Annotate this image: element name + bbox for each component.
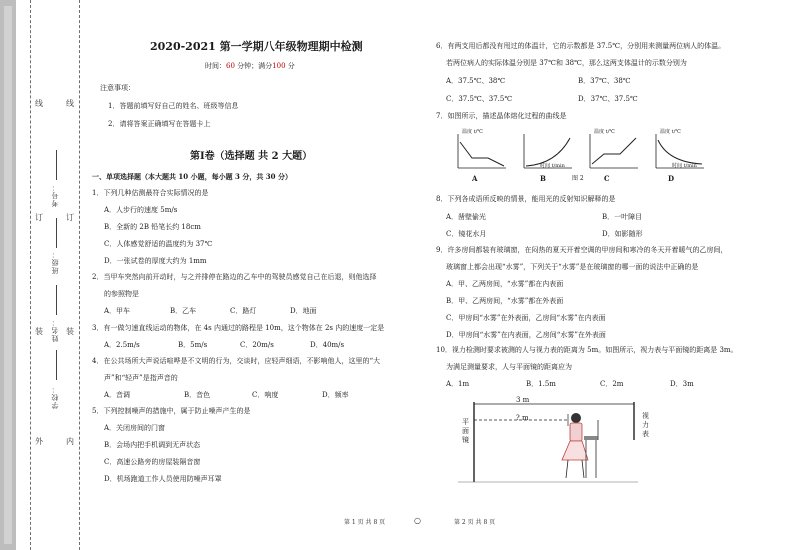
q2-stem-line2: 的参照物是 xyxy=(104,290,139,298)
q3-option-a: A．2.5m/s xyxy=(104,341,140,349)
q2-stem-line1: 2．当甲车突然向前开动时，与之并排停在路边的乙车中的驾驶员感觉自己在后退，则他选择 xyxy=(92,273,377,281)
q2-option-d: D．地面 xyxy=(290,307,317,315)
q8-option-b: B．一叶障目 xyxy=(602,213,643,221)
graph-b-xlabel: 时间 t/min xyxy=(540,163,565,169)
q3-option-c: C．20m/s xyxy=(240,341,274,349)
graph-a xyxy=(454,130,508,172)
side-char-1: 线 xyxy=(35,99,43,108)
mirror-label: 平面镜 xyxy=(462,418,469,444)
q2-option-b: B．乙车 xyxy=(170,307,197,315)
side-char-3: 装 xyxy=(35,327,43,336)
side-char-8: 内 xyxy=(66,437,74,446)
exam-title: 2020-2021 第一学期八年级物理期中检测 xyxy=(150,40,363,53)
side-char-5: 线 xyxy=(66,99,74,108)
school-label: 学校： xyxy=(51,385,59,409)
side-char-2: 订 xyxy=(35,213,43,222)
q9-stem-line2: 玻璃窗上都会出现“水雾”，下列关于“水雾”是在玻璃窗的哪一面的说法中正确的是 xyxy=(446,263,699,271)
q1-option-c: C．人体感觉舒适的温度约为 37℃ xyxy=(104,240,213,248)
graph-d-xlabel: 时间 t/min xyxy=(672,163,697,169)
q1-stem: 1．下列几种估测最符合实际情况的是 xyxy=(92,189,209,197)
section-heading: 一、单项选择题（本大题共 10 小题，每小题 3 分，共 30 分） xyxy=(92,172,292,181)
q4-stem-line1: 4．在公共场所大声说话喧哗是不文明的行为，交谈时，应轻声细语，不影响他人，这里的“大 xyxy=(92,357,381,365)
q9-option-d: D．甲房间“水雾”在内表面，乙房间“水雾”在外表面 xyxy=(446,331,606,339)
q5-option-a: A．关闭房间的门窗 xyxy=(104,424,166,432)
binding-dashed-line-outer xyxy=(30,0,31,550)
time-value: 60 xyxy=(226,62,235,70)
vision-test-svg xyxy=(458,390,638,490)
graph-letter-a: A xyxy=(472,174,478,183)
eye-chart-label: 视力表 xyxy=(642,412,649,438)
binding-dashed-line-inner xyxy=(79,0,80,550)
left-page-footer: 第 1 页 共 8 页 xyxy=(344,519,386,526)
q10-option-b: B．1.5m xyxy=(526,380,556,388)
q10-option-c: C．2m xyxy=(600,380,624,388)
class-field[interactable] xyxy=(56,218,57,248)
graph-b xyxy=(520,130,574,172)
q9-option-a: A．甲、乙两房间，“水雾”都在内表面 xyxy=(446,280,564,288)
exam-number-label: 考号： xyxy=(51,183,59,207)
school-field[interactable] xyxy=(56,350,57,380)
name-field[interactable] xyxy=(56,285,57,315)
q5-option-d: D．机场跑道工作人员使用防噪声耳罩 xyxy=(104,475,222,483)
q6-stem-line1: 6．有两支用后都没有甩过的体温计，它的示数都是 37.5℃，分别用来测量两位病人的体温。 xyxy=(436,42,726,50)
notice-title: 注意事项： xyxy=(100,84,135,92)
right-page xyxy=(430,0,792,550)
side-char-7: 装 xyxy=(66,327,74,336)
q6-stem-line2: 若两位病人的实际体温分别是 37℃和 38℃，那么这两支体温计的示数分别为 xyxy=(446,59,687,67)
q3-option-b: B．5m/s xyxy=(178,341,208,349)
q4-option-d: D．频率 xyxy=(322,391,349,399)
side-char-4: 外 xyxy=(35,437,43,446)
q6-option-d: D．37℃、37.5℃ xyxy=(578,95,638,103)
q6-option-b: B．37℃、38℃ xyxy=(578,77,631,85)
q1-option-b: B．全新的 2B 铅笔长约 18cm xyxy=(104,223,201,231)
score-value: 100 xyxy=(272,62,286,70)
graph-caption: 图 2 xyxy=(572,175,584,182)
q10-stem-line2: 为满足测量要求，人与平面镜的距离应为 xyxy=(446,363,572,371)
exam-number-field[interactable] xyxy=(56,150,57,180)
left-page xyxy=(88,0,418,550)
q2-option-c: C．路灯 xyxy=(230,307,257,315)
q9-stem-line1: 9．许多房间都装有玻璃窗，在闷热的夏天开着空调的甲房间和寒冷的冬天开着暖气的乙房间， xyxy=(436,246,728,254)
q8-option-c: C．镜花水月 xyxy=(446,230,487,238)
exam-time-line xyxy=(205,62,295,71)
q6-option-c: C．37.5℃、37.5℃ xyxy=(446,95,513,103)
time-suffix: 分 xyxy=(285,62,295,70)
graph-c xyxy=(586,130,640,172)
graph-d-ylabel: 温度 t/℃ xyxy=(660,129,681,135)
q2-option-a: A．甲车 xyxy=(104,307,131,315)
graph-a-ylabel: 温度 t/℃ xyxy=(462,129,483,135)
graph-letter-d: D xyxy=(668,174,675,183)
mirror-chart-distance: 3 m xyxy=(516,396,530,404)
time-mid: 分钟；满分 xyxy=(234,62,273,70)
q1-option-d: D．一张试卷的厚度大约为 1mm xyxy=(104,257,207,265)
q4-option-b: B．音色 xyxy=(184,391,211,399)
graph-d xyxy=(652,130,706,172)
page-center-circle: ○ xyxy=(414,516,421,525)
q10-stem-line1: 10．视力检测时要求被测的人与视力表的距离为 5m。如图所示，视力表与平面镜的距离是 3m。 xyxy=(436,346,738,354)
side-char-6: 订 xyxy=(66,213,74,222)
q8-stem: 8．下列各成语所反映的情景，能用光的反射知识解释的是 xyxy=(436,195,616,203)
q1-option-a: A．人步行的速度 5m/s xyxy=(104,206,178,214)
time-prefix: 时间： xyxy=(205,62,226,70)
q3-option-d: D．40m/s xyxy=(310,341,345,349)
q5-option-b: B．会场内把手机调到无声状态 xyxy=(104,441,201,449)
q10-option-a: A．1m xyxy=(446,380,470,388)
q8-option-a: A．凿壁偷光 xyxy=(446,213,487,221)
q7-stem: 7．如图所示，描述晶体熔化过程的曲线是 xyxy=(436,112,567,120)
q4-option-c: C．响度 xyxy=(252,391,279,399)
q9-option-c: C．甲房间“水雾”在外表面，乙房间“水雾”在内表面 xyxy=(446,314,606,322)
volume-title: 第Ⅰ卷（选择题 共 2 大题） xyxy=(190,151,313,162)
binding-gray-bar xyxy=(0,0,16,550)
q6-option-a: A．37.5℃、38℃ xyxy=(446,77,506,85)
notice-item-1: 1．答题前填写好自己的姓名、班级等信息 xyxy=(108,102,239,110)
q4-option-a: A．音调 xyxy=(104,391,131,399)
q10-option-d: D．3m xyxy=(670,380,694,388)
name-label: 姓名： xyxy=(51,318,59,342)
q3-stem: 3．有一做匀速直线运动的物体，在 4s 内通过的路程是 10m，这个物体在 2s 内的速度一定是 xyxy=(92,324,385,332)
class-label: 班级： xyxy=(51,250,59,274)
binding-strip xyxy=(0,0,82,550)
q5-option-c: C．高速公路旁的房屋装隔音窗 xyxy=(104,458,201,466)
q4-stem-line2: 声”和“轻声”是指声音的 xyxy=(104,374,178,382)
notice-item-2: 2．请将答案正确填写在答题卡上 xyxy=(108,120,211,128)
graph-letter-b: B xyxy=(540,174,546,183)
unknown-distance: ? m xyxy=(516,414,529,422)
vision-test-figure xyxy=(458,390,638,490)
q9-option-b: B．甲、乙两房间，“水雾”都在外表面 xyxy=(446,297,564,305)
graph-c-ylabel: 温度 t/℃ xyxy=(594,129,615,135)
q5-stem: 5．下列控制噪声的措施中，属于防止噪声产生的是 xyxy=(92,407,251,415)
graph-letter-c: C xyxy=(604,174,610,183)
right-page-footer: 第 2 页 共 8 页 xyxy=(454,519,496,526)
q8-option-d: D．如影随形 xyxy=(602,230,643,238)
